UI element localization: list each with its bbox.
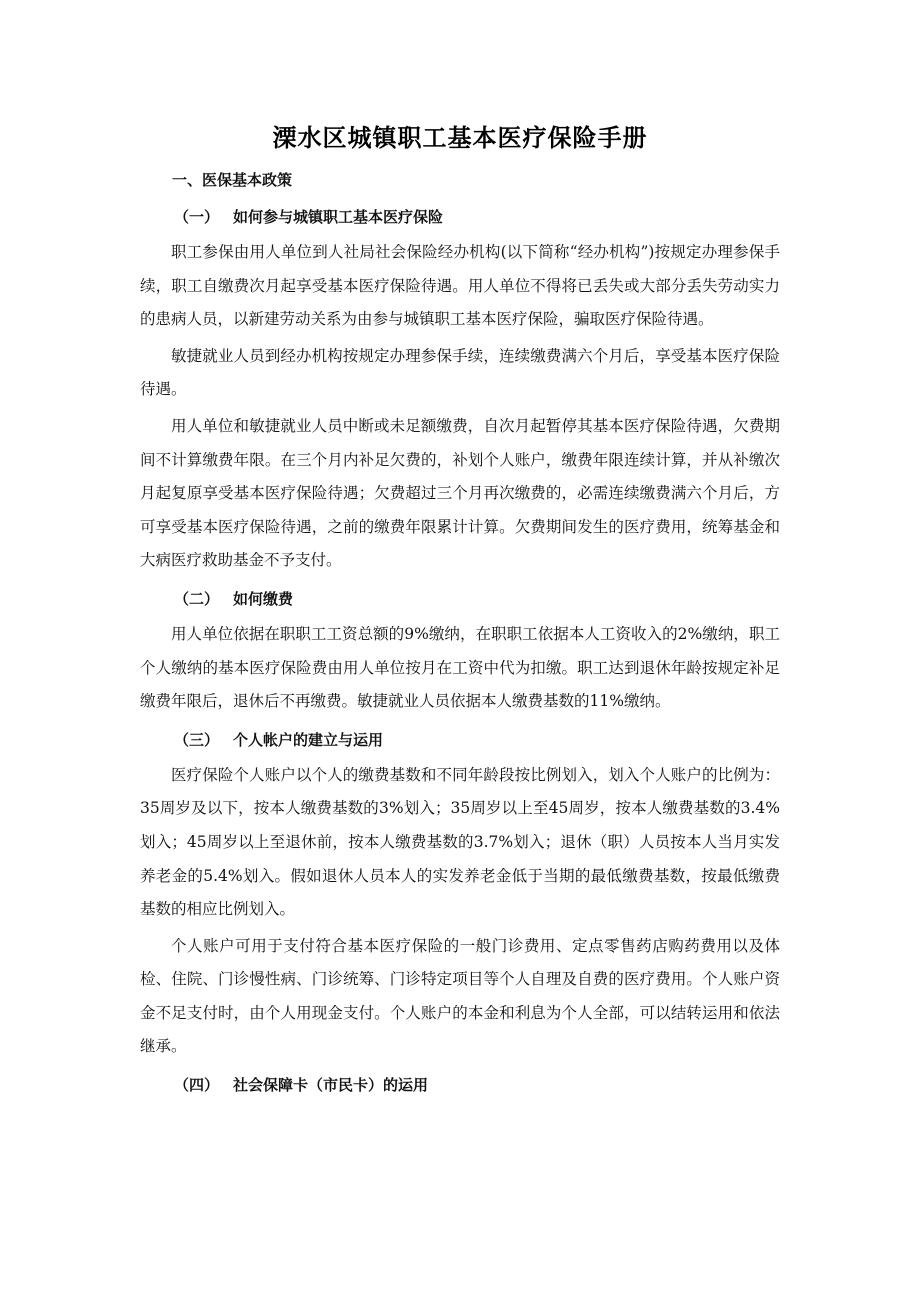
subsection-heading-personal-account	[140, 722, 780, 759]
section-heading-basic-policy: 一、医保基本政策	[172, 171, 293, 189]
subsection-number: （一）	[174, 208, 220, 226]
subsection-number: （四）	[174, 1076, 220, 1095]
paragraph: 医疗保险个人账户以个人的缴费基数和不同年龄段按比例划入，划入个人账户的比例为：35周岁及以下，按本人缴费基数的3%划入；35周岁以上至45周岁，按本人缴费基数的3.4%划入；45周岁以上至退休前，按本人缴费基数的3.7%划入；退休（职）人员按本人当月实发养老金的5.4%划入。假如退休人员本人的实发养老金低于当期的最低缴费基数，按最低缴费基数的相应比例划入。	[140, 765, 780, 919]
subsection-title: 如何参与城镇职工基本医疗保险	[233, 208, 444, 226]
subsection-title: 如何缴费	[233, 589, 294, 608]
subsection-number: （三）	[174, 730, 220, 749]
subsection-number: （二）	[174, 589, 220, 608]
subsection-title: 社会保障卡（市民卡）的运用	[233, 1076, 429, 1095]
paragraph: 职工参保由用人单位到人社局社会保险经办机构(以下简称“经办机构”)按规定办理参保手续，职工自缴费次月起享受基本医疗保险待遇。用人单位不得将已丢失或大部分丢失劳动实力的患病人员，以新建劳动关系为由参与城镇职工基本医疗保险，骗取医疗保险待遇。	[140, 243, 780, 329]
subsection-heading-how-to-enroll	[140, 199, 780, 236]
subsection-heading-how-to-pay	[140, 581, 780, 618]
document-body	[140, 162, 780, 1104]
paragraph: 敏捷就业人员到经办机构按规定办理参保手续，连续缴费满六个月后，享受基本医疗保险待遇。	[140, 346, 780, 399]
document-title: 溧水区城镇职工基本医疗保险手册	[272, 124, 648, 152]
paragraph: 用人单位和敏捷就业人员中断或未足额缴费，自次月起暂停其基本医疗保险待遇，欠费期间不计算缴费年限。在三个月内补足欠费的，补划个人账户，缴费年限连续计算，并从补缴次月起复原享受基本医疗保险待遇；欠费超过三个月再次缴费的，必需连续缴费满六个月后，方可享受基本医疗保险待遇，之前的缴费年限累计计算。欠费期间发生的医疗费用，统筹基金和大病医疗救助基金不予支付。	[140, 416, 780, 570]
subsection-title: 个人帐户的建立与运用	[233, 730, 384, 749]
subsection-heading-social-security-card	[140, 1067, 780, 1104]
paragraph: 个人账户可用于支付符合基本医疗保险的一般门诊费用、定点零售药店购药费用以及体检、住院、门诊慢性病、门诊统筹、门诊特定项目等个人自理及自费的医疗费用。个人账户资金不足支付时，由个人用现金支付。个人账户的本金和利息为个人全部，可以结转运用和依法继承。	[140, 936, 780, 1056]
paragraph: 用人单位依据在职职工工资总额的9%缴纳，在职职工依据本人工资收入的2%缴纳，职工个人缴纳的基本医疗保险费由用人单位按月在工资中代为扣缴。职工达到退休年龄按规定补足缴费年限后，退休后不再缴费。敏捷就业人员依据本人缴费基数的11%缴纳。	[140, 624, 780, 711]
